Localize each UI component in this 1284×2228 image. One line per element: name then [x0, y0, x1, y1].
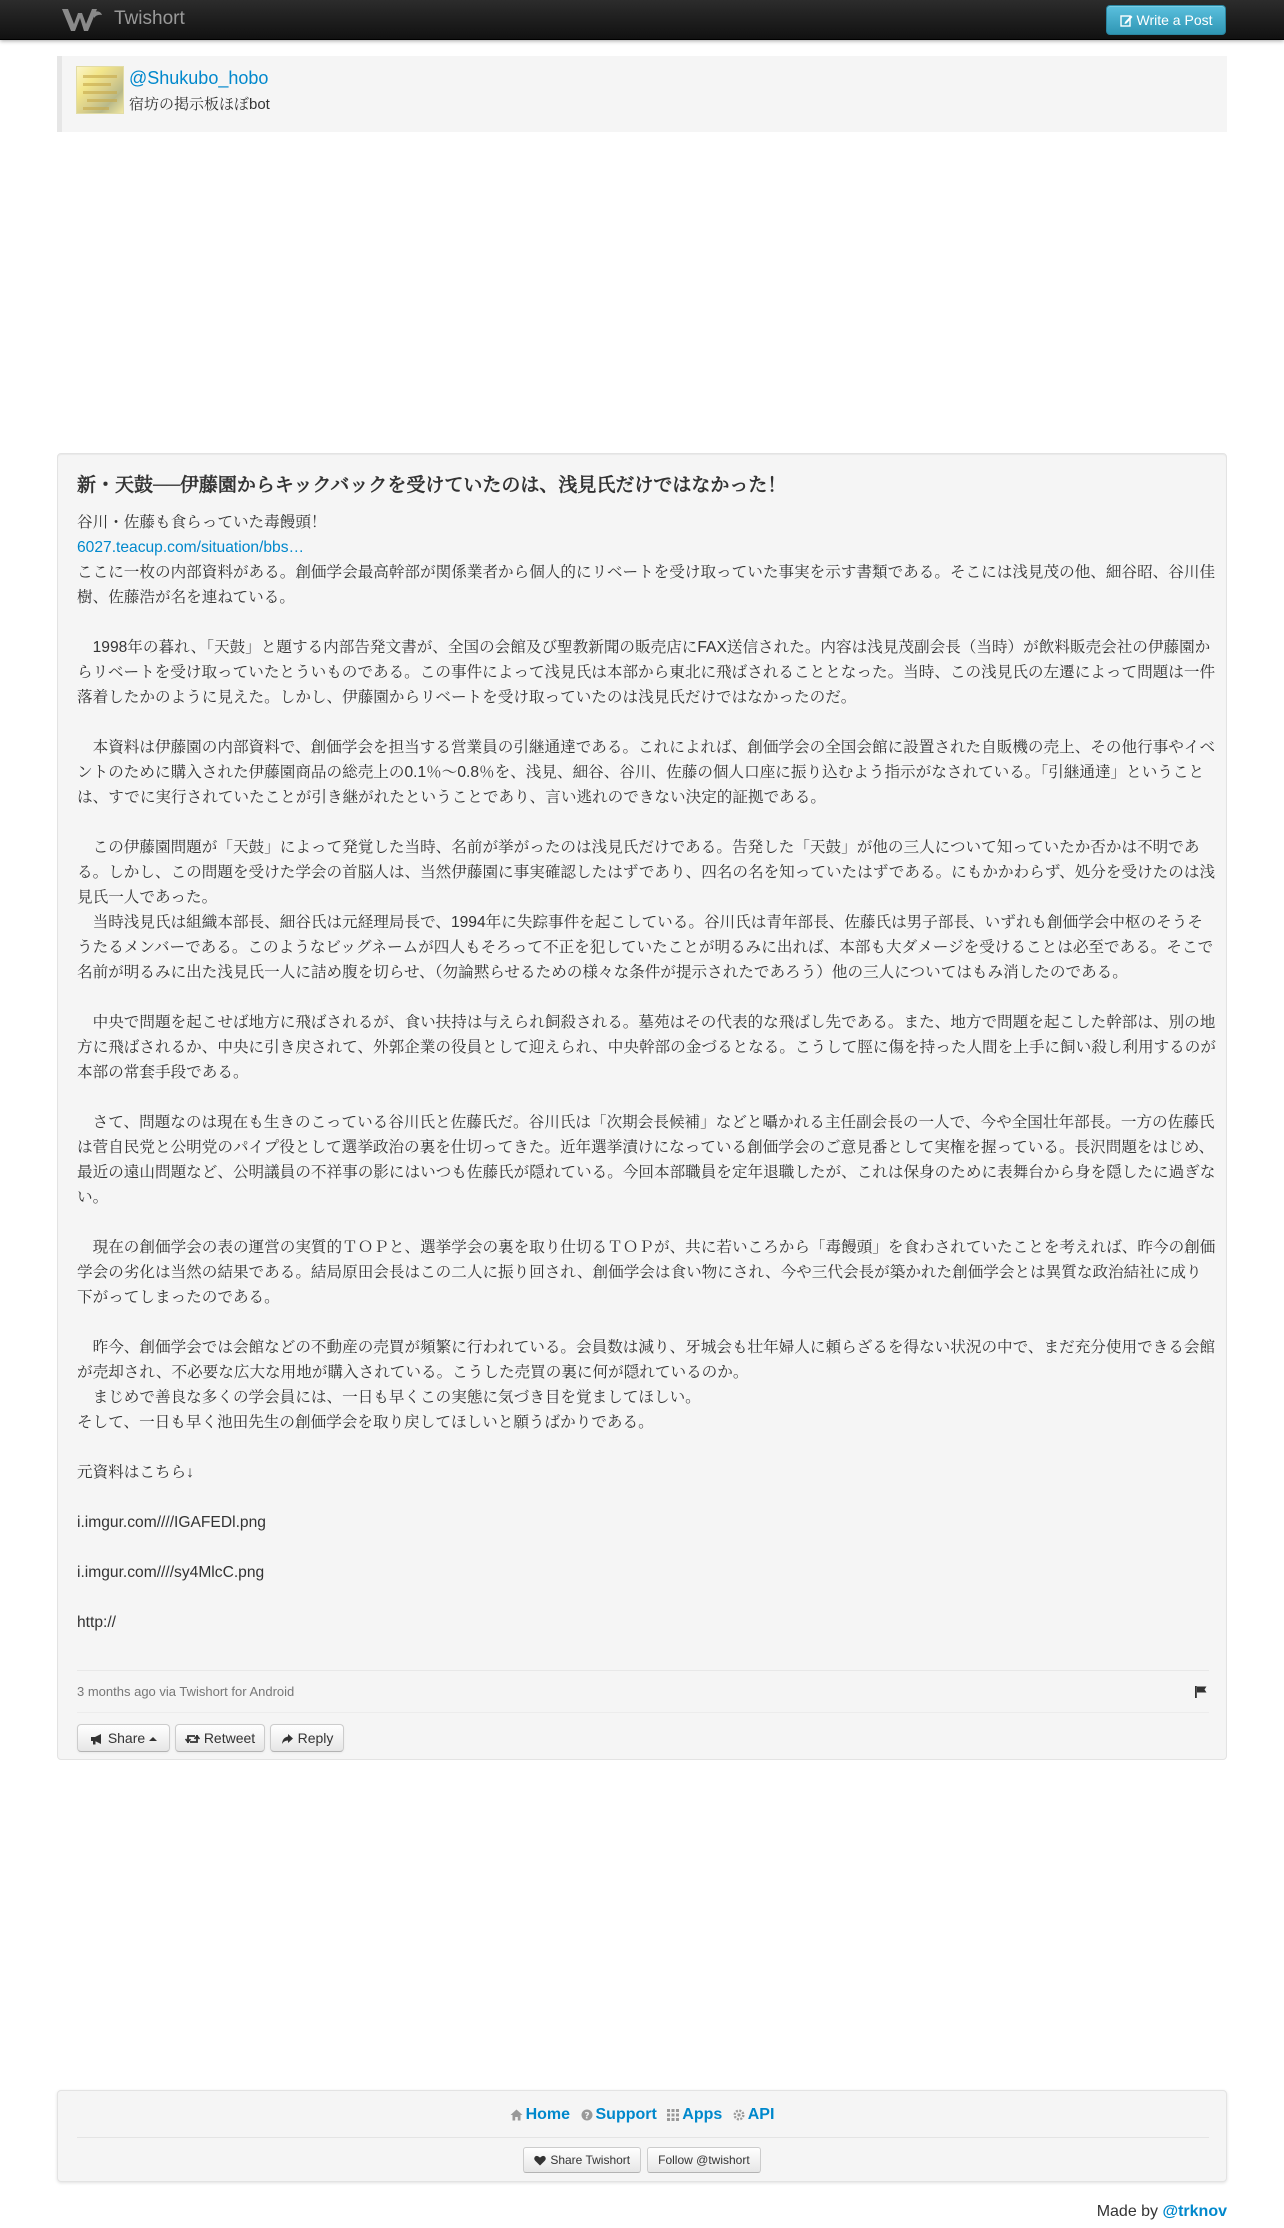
- brand-name[interactable]: Twishort: [114, 8, 185, 29]
- post-paragraph: i.imgur.com////IGAFEDl.png: [77, 1514, 266, 1531]
- post-paragraph: 当時浅見氏は組織本部長、細谷氏は元経理局長で、1994年に失踪事件を起こしている。谷川氏は青年部長、佐藤氏は男子部長、いずれも創価学会中枢のそうそうたるメンバーである。このようなビッグネームが四人もそろって不正を犯していたことが明るみに出れば、本部も大ダメージを受けることは必至である。そこで名前が明るみに出た浅見氏一人に詰め腹を切らせ、（勿論黙らせるための様々な条件が提示されたであろう）他の三人についてはもみ消したのである。: [77, 914, 1214, 981]
- paragraph-gap: [77, 610, 1217, 635]
- post-paragraph: 現在の創価学会の表の運営の実質的ＴＯＰと、選挙学会の裏を取り仕切るＴＯＰが、共に若いころから「毒饅頭」を食わされていたことを考えれば、昨今の創価学会の劣化は当然の結果である。結局原田会長はこの二人に振り回され、創価学会は食い物にされ、今や三代会長が築かれた創価学会とは異質な政治結社に成り下がってしまったのである。: [77, 1239, 1216, 1306]
- post-link-line: [77, 535, 1217, 560]
- svg-text:?: ?: [583, 2111, 590, 2121]
- twishort-logo-icon[interactable]: [60, 6, 104, 34]
- follow-twishort-button[interactable]: [647, 2147, 761, 2173]
- navbar: [0, 0, 1284, 40]
- footer-link-home[interactable]: [510, 2106, 575, 2123]
- post-paragraph: i.imgur.com////sy4MlcC.png: [77, 1564, 265, 1581]
- paragraph-gap: [77, 1085, 1217, 1110]
- paragraph-gap: [77, 1585, 1217, 1610]
- post-paragraph: 元資料はこちら↓: [77, 1464, 194, 1481]
- share-button[interactable]: [77, 1724, 170, 1752]
- made-by-prefix: Made by: [1096, 2203, 1163, 2220]
- post-card: [57, 453, 1227, 1760]
- made-by-link[interactable]: @trknov: [1162, 2203, 1227, 2220]
- meta-divider: [77, 1670, 1209, 1671]
- profile-header: [57, 56, 1227, 132]
- home-icon: [510, 2109, 523, 2121]
- post-paragraph: ここに一枚の内部資料がある。創価学会最高幹部が関係業者から個人的にリベートを受け取っていた事実を示す書類である。そこには浅見茂の他、細谷昭、谷川佳樹、佐藤浩が名を連ねている。: [77, 564, 1216, 606]
- post-paragraph: http://: [77, 1614, 117, 1631]
- paragraph-gap: [77, 1210, 1217, 1235]
- post-paragraph: 中央で問題を起こせば地方に飛ばされるが、食い扶持は与えられ飼殺される。墓苑はその代表的な飛ばし先である。また、地方で問題を起こした幹部は、別の地方に飛ばされるか、中央に引き戻されて、外郭企業の役員として迎えられ、中央幹部の金づるとなる。こうして脛に傷を持った人間を上手に飼い殺し利用するのが本部の常套手段である。: [77, 1014, 1216, 1081]
- post-title: 新・天鼓──伊藤園からキックバックを受けていたのは、浅見氏だけではなかった！: [77, 475, 787, 496]
- made-by: [1097, 2202, 1227, 2222]
- write-post-label: Write a Post: [1136, 12, 1213, 28]
- footer-apps-label: Apps: [682, 2106, 723, 2123]
- share-twishort-label: Share Twishort: [550, 2153, 631, 2167]
- footer-support-label: Support: [595, 2106, 657, 2123]
- footer-link-support[interactable]: [581, 2106, 662, 2123]
- bullhorn-icon: [90, 1733, 104, 1745]
- avatar[interactable]: [76, 66, 124, 114]
- reply-button[interactable]: [270, 1724, 344, 1752]
- share-twishort-button[interactable]: [523, 2147, 641, 2173]
- post-paragraph: 1998年の暮れ、「天鼓」と題する内部告発文書が、全国の会館及び聖教新聞の販売店にFAX送信された。内容は浅見茂副会長（当時）が飲料販売会社の伊藤園からリベートを受け取っていたとういものである。この事件によって浅見氏は本部から東北に飛ばされることとなった。当時、この浅見氏の左遷によって問題は一件落着したかのように見えた。しかし、伊藤園からリベートを受け取っていたのは浅見氏だけではなかったのだ。: [77, 639, 1216, 706]
- retweet-button[interactable]: [175, 1724, 265, 1752]
- post-link[interactable]: 6027.teacup.com/situation/bbs…: [77, 539, 305, 556]
- gear-icon: [733, 2109, 745, 2121]
- profile-handle-link[interactable]: @Shukubo_hobo: [129, 68, 269, 88]
- reply-arrow-icon: [281, 1733, 294, 1745]
- paragraph-gap: [77, 1485, 1217, 1510]
- retweet-label: Retweet: [203, 1730, 256, 1746]
- footer-nav: [58, 2103, 1226, 2127]
- share-label: Share: [107, 1730, 146, 1746]
- edit-icon: [1120, 14, 1133, 27]
- post-paragraph: 谷川・佐藤も食らっていた毒饅頭！: [77, 514, 327, 531]
- reply-label: Reply: [297, 1730, 334, 1746]
- post-paragraph: 昨今、創価学会では会館などの不動産の売買が頻繁に行われている。会員数は減り、牙城会も壮年婦人に頼らざるを得ない状況の中で、まだ充分使用できる会館が売却され、不必要な広大な用地が購入されている。こうした売買の裏に何が隠れているのか。: [77, 1339, 1216, 1381]
- grid-icon: [667, 2109, 679, 2121]
- post-paragraph: そして、一日も早く池田先生の創価学会を取り戻してほしいと願うばかりである。: [77, 1414, 654, 1431]
- post-meta[interactable]: 3 months ago via Twishort for Android: [77, 1684, 295, 1699]
- footer-divider: [77, 2137, 1209, 2138]
- post-paragraph: 本資料は伊藤園の内部資料で、創価学会を担当する営業員の引継通達である。これによれば、創価学会の全国会館に設置された自販機の売上、その他行事やイベントのために購入された伊藤園商品の総売上の0.1％～0.8％を、浅見、細谷、谷川、佐藤の個人口座に振り込むよう指示がなされている。「引継通達」ということは、すでに実行されていたことが引き継がれたということであり、言い逃れのできない決定的証拠である。: [77, 739, 1216, 806]
- post-body: [77, 510, 1217, 1635]
- paragraph-gap: [77, 985, 1217, 1010]
- caret-up-icon: [149, 1737, 157, 1741]
- actions-divider: [77, 1712, 1209, 1713]
- paragraph-gap: [77, 710, 1217, 735]
- follow-twishort-label: Follow @twishort: [658, 2153, 750, 2167]
- retweet-icon: [185, 1733, 200, 1745]
- post-paragraph: さて、問題なのは現在も生きのこっている谷川氏と佐藤氏だ。谷川氏は「次期会長候補」などと囁かれる主任副会長の一人で、今や全国壮年部長。一方の佐藤氏は菅自民党と公明党のパイプ役として選挙政治の裏を仕切ってきた。近年選挙漬けになっている創価学会のご意見番として実権を握っている。長沢問題をはじめ、最近の遠山問題など、公明議員の不祥事の影にはいつも佐藤氏が隠れている。今回本部職員を定年退職したが、これは保身のために表舞台から身を隠したに過ぎない。: [77, 1114, 1216, 1206]
- flag-icon[interactable]: [1194, 1685, 1208, 1699]
- question-icon: [581, 2109, 593, 2121]
- write-post-button[interactable]: [1106, 5, 1226, 35]
- footer-buttons: [58, 2147, 1226, 2177]
- paragraph-gap: [77, 1435, 1217, 1460]
- paragraph-gap: [77, 1535, 1217, 1560]
- paragraph-gap: [77, 1310, 1217, 1335]
- footer-link-api[interactable]: [733, 2106, 775, 2123]
- post-paragraph: まじめで善良な多くの学会員には、一日も早くこの実態に気づき目を覚ましてほしい。: [77, 1389, 701, 1406]
- footer-link-apps[interactable]: [667, 2106, 726, 2123]
- footer: [57, 2090, 1227, 2182]
- paragraph-gap: [77, 810, 1217, 835]
- profile-bio: 宿坊の掲示板ほぼbot: [129, 96, 270, 113]
- footer-api-label: API: [747, 2106, 775, 2123]
- heart-icon: [534, 2155, 546, 2166]
- footer-home-label: Home: [525, 2106, 571, 2123]
- post-paragraph: この伊藤園問題が「天鼓」によって発覚した当時、名前が挙がったのは浅見氏だけである。告発した「天鼓」が他の三人について知っていたか否かは不明である。しかし、この問題を受けた学会の首脳人は、当然伊藤園に事実確認したはずであり、四名の名を知っていたはずである。にもかかわらず、処分を受けたのは浅見氏一人であった。: [77, 839, 1216, 906]
